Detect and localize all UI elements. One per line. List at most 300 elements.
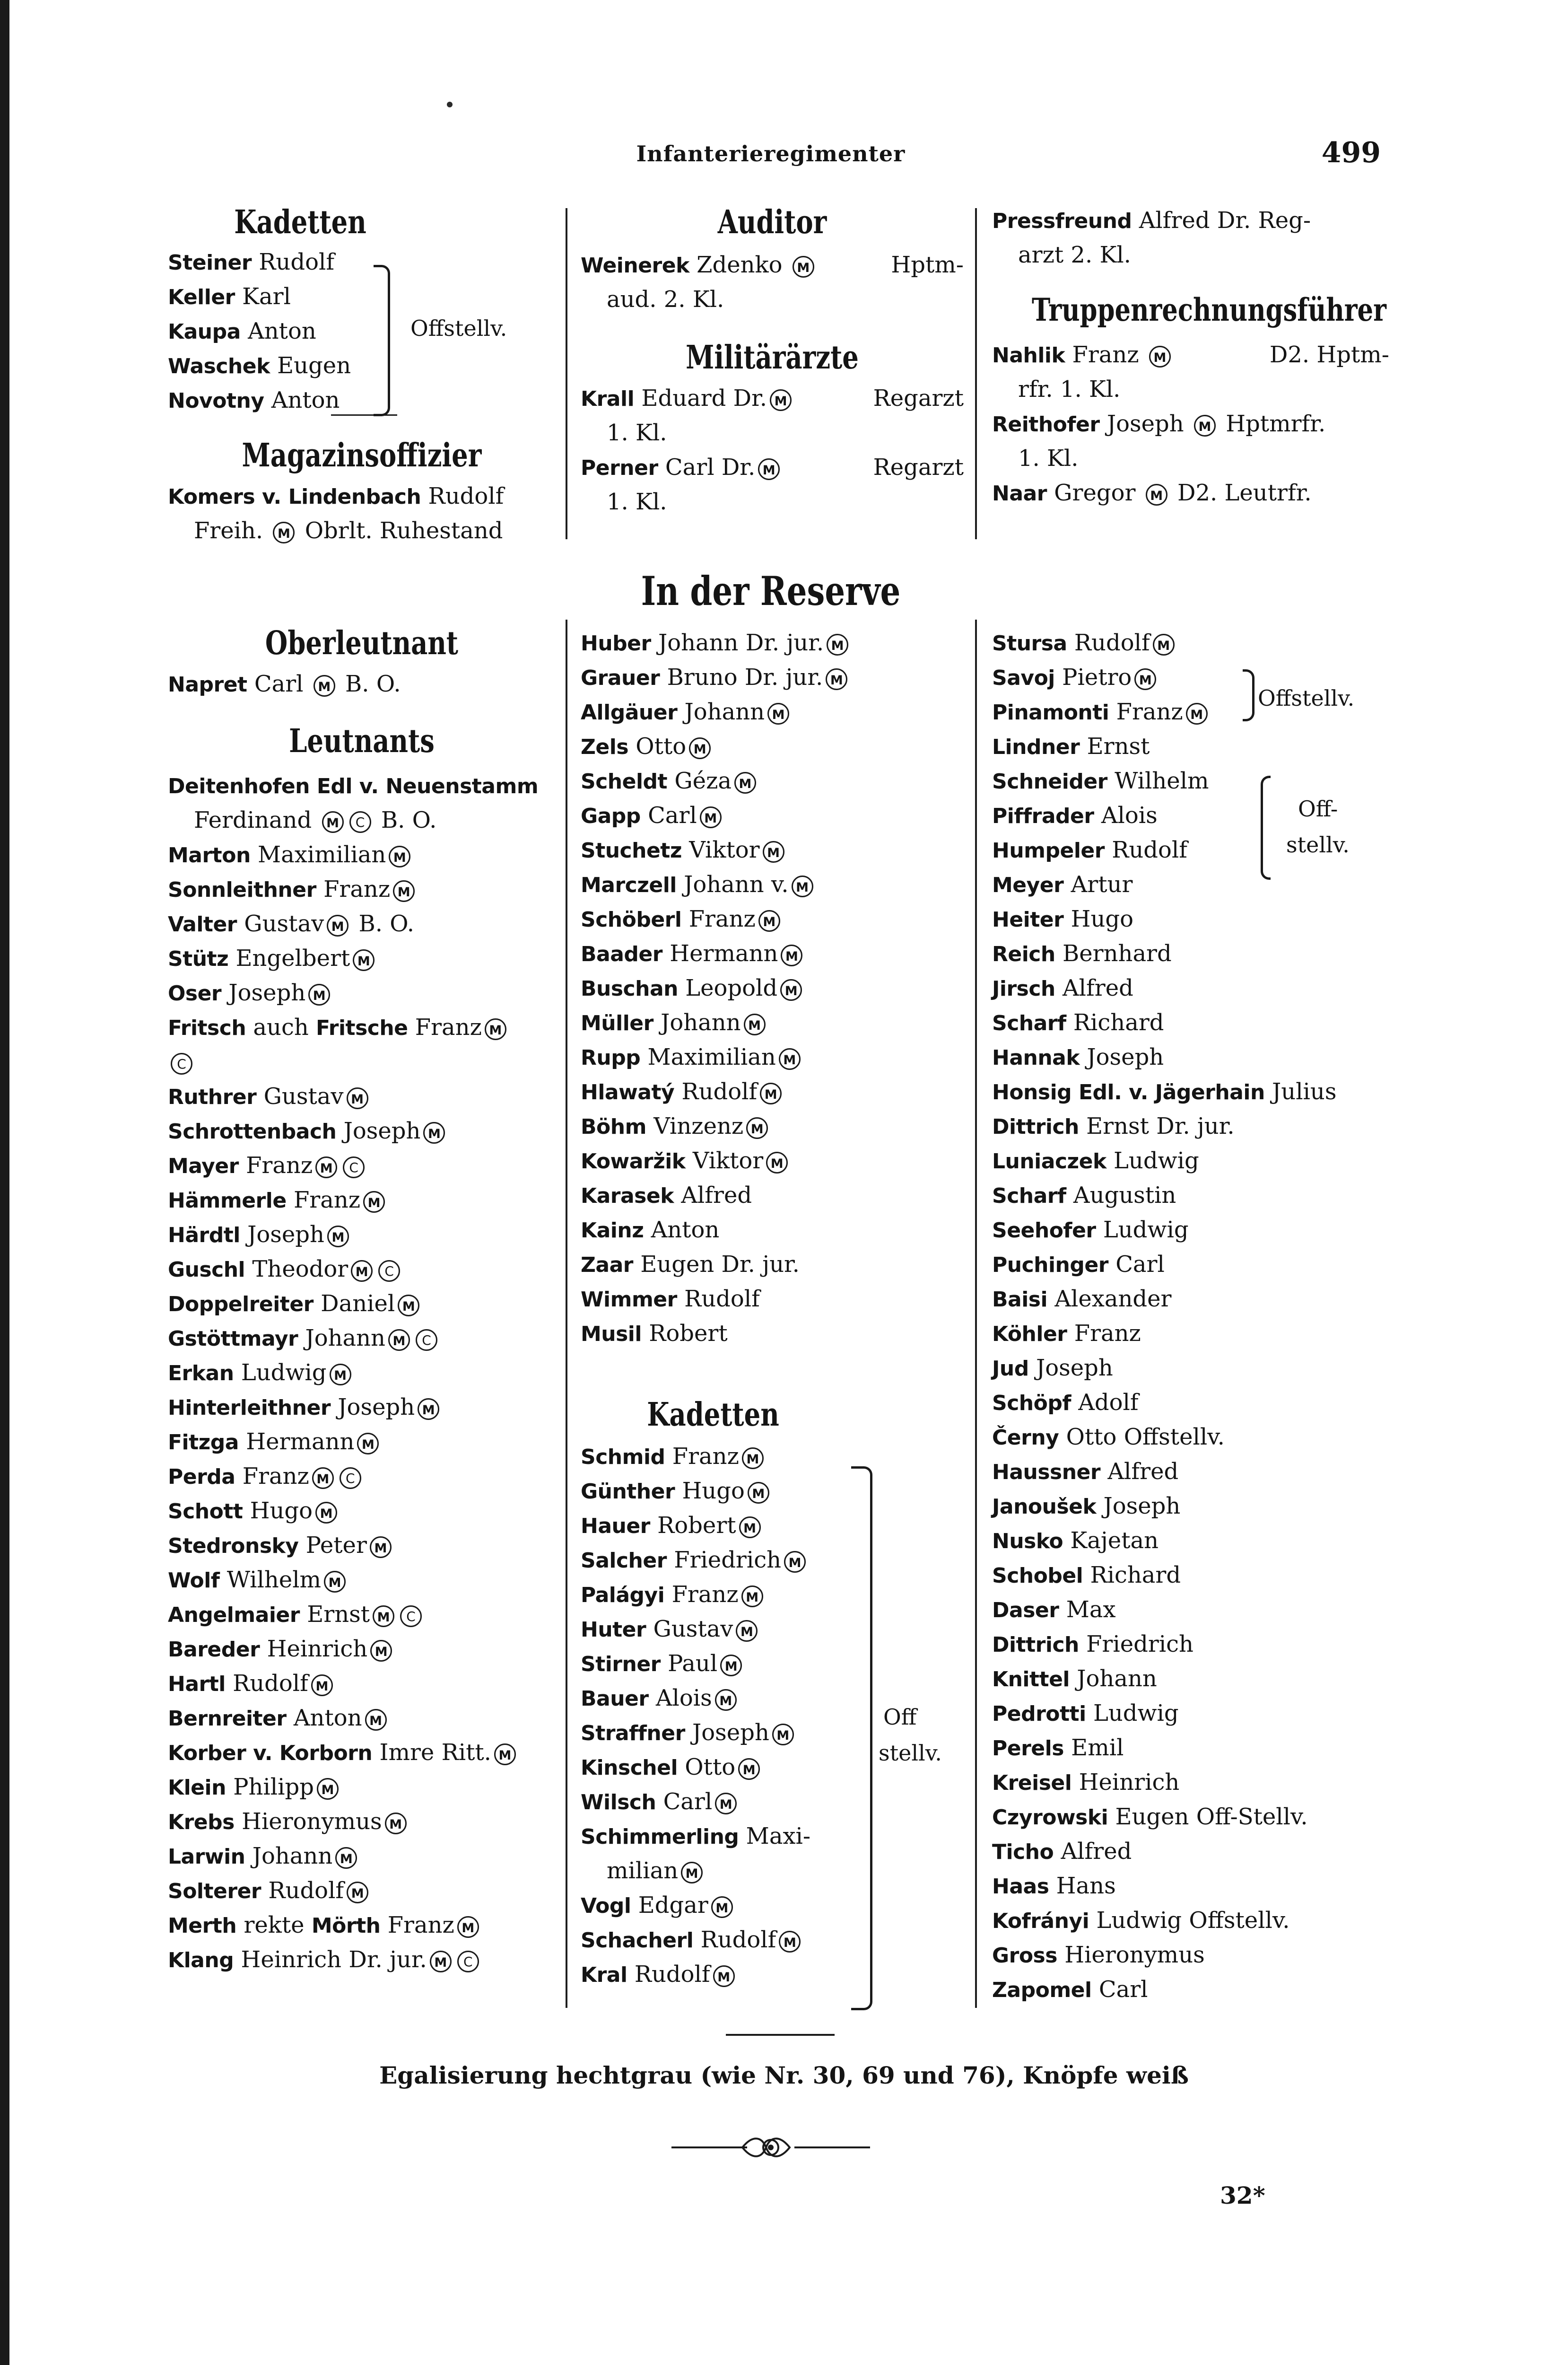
list-item: [992, 1006, 1389, 1040]
column-auditor: [581, 203, 964, 519]
c-symbol-icon: C: [171, 1053, 192, 1075]
column-rule-top-2: [975, 208, 977, 539]
list-item: [168, 280, 556, 314]
list-item: [168, 1735, 556, 1770]
c-symbol-icon: C: [343, 1156, 365, 1178]
list-item: [992, 1593, 1389, 1627]
section-heading-auditor: Auditor: [717, 203, 827, 241]
pressfreund-entry: [992, 203, 1389, 238]
entry-name: Novotny: [168, 389, 264, 413]
list-item: [581, 1439, 964, 1474]
entry-name: Schobel: [992, 1564, 1083, 1588]
entry-rest: Hermann: [246, 1428, 355, 1455]
column-truppenrechnungsfuehrer: [992, 203, 1389, 510]
entry-rest: Pietro: [1062, 664, 1132, 691]
entry-rest: Joseph: [343, 1118, 421, 1144]
entry-rest: Alfred: [681, 1182, 752, 1209]
entry-rest: Maximilian: [647, 1044, 776, 1070]
entry-name: Perner: [581, 456, 658, 480]
entry-rest: Ernst: [307, 1601, 370, 1628]
entry-rest: Julius: [1272, 1078, 1337, 1105]
list-item: [992, 1800, 1389, 1834]
m-symbol-icon: M: [312, 1467, 334, 1489]
entry-name: Musil: [581, 1322, 642, 1346]
c-symbol-icon: C: [457, 1951, 479, 1972]
m-symbol-icon: M: [1194, 415, 1216, 437]
m-symbol-icon: M: [1149, 346, 1171, 368]
entry-rest: Gustav: [244, 911, 324, 937]
entry-rest: Ludwig: [1093, 1700, 1179, 1726]
list-item: [581, 1213, 964, 1247]
list-item: [168, 1321, 556, 1356]
list-item: [168, 1356, 556, 1390]
m-symbol-icon: M: [393, 880, 415, 902]
entry-name: Ruthrer: [168, 1085, 257, 1109]
entry-rank: D2. Leutrfr.: [1177, 480, 1312, 506]
entry-rest: Maxi-: [746, 1823, 811, 1849]
entry-rest: Artur: [1071, 871, 1133, 898]
m-symbol-icon: M: [758, 458, 780, 480]
list-item: [168, 1804, 556, 1839]
schneider-humpeler-brace: [1261, 776, 1271, 880]
entry-rest: Gustav: [653, 1616, 733, 1642]
m-symbol-icon: M: [365, 1709, 387, 1731]
entry-rest: Eugen Off-Stellv.: [1115, 1804, 1308, 1830]
brace-label-line2: stellv.: [1286, 832, 1350, 858]
entry-rest: Paul: [668, 1650, 718, 1677]
list-item: [581, 1612, 964, 1647]
list-item: [168, 872, 556, 907]
entry-name: Haas: [992, 1874, 1049, 1899]
list-item: [992, 902, 1389, 937]
m-symbol-icon: M: [357, 1433, 379, 1454]
list-item: [581, 660, 964, 695]
entry-name: Piffrader: [992, 804, 1094, 828]
m-symbol-icon: M: [398, 1295, 419, 1316]
entry-name: Korber v. Korborn: [168, 1741, 373, 1765]
entry-name: Köhler: [992, 1322, 1067, 1346]
list-item: [992, 729, 1389, 764]
m-symbol-icon: M: [741, 1585, 763, 1607]
m-symbol-icon: M: [335, 1847, 357, 1869]
m-symbol-icon: M: [315, 1156, 337, 1178]
m-symbol-icon: M: [715, 1689, 737, 1711]
entry-name: Grauer: [581, 666, 660, 690]
m-symbol-icon: M: [1186, 703, 1208, 725]
entry-rest: Ludwig: [1114, 1147, 1199, 1174]
entry-rest: Robert: [649, 1320, 728, 1347]
entry-rest: Otto: [636, 733, 687, 760]
list-item: [581, 902, 964, 937]
deitenhofen-entry-line2: [168, 803, 556, 838]
entry-name: Kowaržik: [581, 1149, 686, 1174]
m-symbol-icon: M: [700, 806, 722, 828]
scan-edge: [0, 0, 9, 2365]
m-symbol-icon: M: [689, 737, 711, 759]
entry-name: Fritsch: [168, 1016, 246, 1040]
list-item: [992, 1489, 1389, 1524]
column-rule-reserve-2: [975, 620, 977, 2008]
entry-name: Baader: [581, 942, 662, 966]
list-item: [168, 1563, 556, 1597]
entry-name: Oser: [168, 981, 222, 1006]
kadetten-offstellv-brace: [851, 1466, 872, 2010]
entry-rank: Regarzt: [873, 454, 964, 481]
m-symbol-icon: M: [373, 1605, 394, 1627]
list-item: [581, 833, 964, 867]
brace-label-line1: Off: [883, 1704, 917, 1730]
entry-rank: Hptmrfr.: [1226, 411, 1326, 437]
list-item: [992, 1040, 1389, 1075]
list-item: [168, 1839, 556, 1874]
entry-rest: Viktor: [692, 1147, 764, 1174]
list-item: [168, 1666, 556, 1701]
entry-rest: 1. Kl.: [607, 489, 667, 515]
entry-rest: Anton: [248, 318, 316, 344]
list-item: [581, 1040, 964, 1075]
entry-name: Puchinger: [992, 1253, 1108, 1277]
entry-rest: Rudolf: [259, 249, 335, 275]
entry-name: Buschan: [581, 977, 678, 1001]
entry-name: Kofrányi: [992, 1909, 1089, 1933]
entry-name: Wimmer: [581, 1288, 677, 1312]
m-symbol-icon: M: [744, 1014, 766, 1035]
entry-name: Naar: [992, 482, 1047, 506]
entry-rest: Augustin: [1073, 1182, 1176, 1209]
entry-rest: Joseph: [247, 1221, 324, 1248]
list-item: [168, 245, 556, 280]
entry-rest: Franz: [323, 876, 391, 902]
entry-rest: Anton: [271, 387, 340, 413]
c-symbol-icon: C: [378, 1260, 400, 1282]
entry-rest: Rudolf: [268, 1877, 344, 1904]
c-symbol-icon: C: [400, 1605, 422, 1627]
entry-name: Sonnleithner: [168, 878, 316, 902]
list-item: [992, 1109, 1389, 1144]
entry-name: Hlawatý: [581, 1080, 675, 1104]
m-symbol-icon: M: [746, 1117, 768, 1139]
entry-name: Huter: [581, 1618, 646, 1642]
m-symbol-icon: M: [784, 1551, 806, 1573]
entry-name: Gross: [992, 1944, 1057, 1968]
entry-rest: Carl Dr.: [665, 454, 756, 481]
entry-rest: Zdenko: [697, 252, 783, 278]
m-symbol-icon: M: [760, 1083, 782, 1104]
m-symbol-icon: M: [389, 846, 410, 867]
entry-name: Luniaczek: [992, 1149, 1106, 1174]
entry-name: Kaupa: [168, 320, 241, 344]
m-symbol-icon: M: [748, 1482, 769, 1504]
signature-mark: 32*: [1220, 2181, 1265, 2209]
entry-rank: B. O.: [345, 671, 401, 697]
m-symbol-icon: M: [385, 1813, 407, 1834]
entry-name: Perels: [992, 1736, 1064, 1761]
entry-rest: Johann: [1077, 1665, 1157, 1692]
reithofer-entry-line2: 1. Kl.: [1018, 445, 1079, 472]
entry-rest: Géza: [674, 768, 732, 794]
entry-rest: Anton: [293, 1705, 362, 1731]
pressfreund-entry-line2: arzt 2. Kl.: [1018, 242, 1131, 268]
m-symbol-icon: M: [430, 1951, 452, 1972]
entry-rest: Franz: [1074, 1320, 1141, 1347]
list-item: [581, 937, 964, 971]
list-item: [992, 1731, 1389, 1765]
entry-rest: Leopold: [685, 975, 778, 1001]
entry-name: Savoj: [992, 666, 1055, 690]
entry-rest: Joseph: [338, 1394, 415, 1420]
entry-rest: Hans: [1056, 1873, 1116, 1899]
nahlik-entry: [992, 338, 1389, 372]
list-item: [168, 1079, 556, 1114]
entry-rest: Heinrich: [1079, 1769, 1180, 1796]
entry-name: Stütz: [168, 947, 229, 971]
entry-rest: Peter: [305, 1532, 367, 1559]
list-item: [168, 1494, 556, 1528]
entry-name: Daser: [992, 1598, 1059, 1622]
section-heading-leutnants: Leutnants: [289, 722, 435, 760]
section-heading-militaeraerzte: Militärärzte: [686, 339, 859, 377]
section-heading-truppenrechnungsfuehrer: Truppenrechnungsführer: [1032, 291, 1386, 328]
column-kadetten-top: [168, 203, 556, 548]
entry-name: Hämmerle: [168, 1189, 287, 1213]
savoj-pinamonti-brace: [1243, 669, 1254, 721]
list-item: [992, 1662, 1389, 1696]
entry-rest: Franz: [246, 1152, 313, 1179]
entry-name: Kral: [581, 1963, 627, 1987]
m-symbol-icon: M: [330, 1364, 351, 1385]
entry-rest: Ferdinand: [194, 807, 312, 833]
offstellv-brace: [374, 265, 390, 416]
entry-name: Schacherl: [581, 1928, 694, 1953]
list-item: [581, 971, 964, 1006]
entry-name: Scharf: [992, 1011, 1066, 1035]
entry-rank: B. O.: [381, 807, 437, 833]
entry-rest: Friedrich: [674, 1547, 782, 1573]
entry-name: Müller: [581, 1011, 653, 1035]
entry-rest: Richard: [1073, 1009, 1164, 1036]
list-item: [992, 1869, 1389, 1903]
m-symbol-icon: M: [457, 1916, 479, 1938]
entry-name: Fitzga: [168, 1430, 239, 1454]
entry-name: Reithofer: [992, 412, 1100, 437]
m-symbol-icon: M: [739, 1516, 761, 1538]
list-item: [992, 1834, 1389, 1869]
entry-rest: Ernst Dr. jur.: [1086, 1113, 1235, 1139]
entry-name: Hartl: [168, 1672, 226, 1696]
list-item: [581, 1854, 964, 1888]
section-heading-in-der-reserve: In der Reserve: [641, 568, 901, 614]
list-item: [168, 1701, 556, 1735]
entry-rank: Obrlt. Ruhestand: [305, 517, 503, 544]
entry-name: Humpeler: [992, 839, 1105, 863]
entry-name: Keller: [168, 285, 235, 309]
m-symbol-icon: M: [767, 703, 789, 725]
list-item: [168, 1114, 556, 1148]
entry-rest: Franz: [1116, 699, 1183, 725]
entry-name: Schöberl: [581, 908, 682, 932]
list-item: [168, 1218, 556, 1252]
entry-name: Baisi: [992, 1288, 1048, 1312]
entry-rest: Richard: [1090, 1562, 1181, 1588]
list-item: [168, 1425, 556, 1459]
entry-rest: Edgar: [638, 1892, 708, 1918]
m-symbol-icon: M: [311, 1674, 333, 1696]
entry-name: Kainz: [581, 1218, 644, 1243]
list-item: [581, 1647, 964, 1681]
column-rule-reserve-1: [566, 620, 567, 2008]
entry-rest: Freih.: [194, 517, 263, 544]
entry-name: Erkan: [168, 1361, 234, 1385]
list-item: [581, 1577, 964, 1612]
m-symbol-icon: M: [779, 1931, 801, 1953]
entry-name: Karasek: [581, 1184, 674, 1208]
m-symbol-icon: M: [308, 984, 330, 1006]
entry-rest: Bruno Dr. jur.: [667, 664, 823, 691]
m-symbol-icon: M: [327, 915, 348, 937]
list-item-line2: [581, 416, 964, 450]
list-item: [581, 1923, 964, 1957]
list-item: [581, 1543, 964, 1577]
list-item: [168, 941, 556, 976]
entry-rest: Maximilian: [258, 841, 386, 868]
m-symbol-icon: M: [347, 1087, 368, 1109]
entry-name: Bauer: [581, 1687, 649, 1711]
entry-rest: Carl: [1115, 1251, 1165, 1278]
list-item: [581, 1888, 964, 1923]
list-item: [581, 1075, 964, 1109]
entry-name: Zels: [581, 735, 629, 759]
entry-rest: Vinzenz: [653, 1113, 744, 1139]
list-item: [992, 626, 1389, 660]
entry-rest: Alois: [1101, 802, 1158, 829]
list-item-line2: [581, 485, 964, 519]
m-symbol-icon: M: [1134, 668, 1156, 690]
entry-rank: D2. Hptm-: [1269, 342, 1389, 368]
list-item: [992, 1075, 1389, 1109]
entry-name: Härdtl: [168, 1223, 240, 1247]
entry-rest: Hermann: [670, 940, 778, 967]
entry-rest: Hugo: [1071, 906, 1133, 932]
entry-name: Klang: [168, 1948, 234, 1972]
entry-name: Dittrich: [992, 1115, 1079, 1139]
m-symbol-icon: M: [772, 1724, 794, 1745]
list-item: [992, 1938, 1389, 1972]
entry-rank: B. O.: [358, 911, 415, 937]
m-symbol-icon: M: [353, 949, 375, 971]
entry-rest: Imre Ritt.: [379, 1739, 491, 1766]
entry-name: Hannak: [992, 1046, 1080, 1070]
m-symbol-icon: M: [1146, 484, 1167, 506]
list-item: [168, 1874, 556, 1908]
entry-rest: Alfred: [1107, 1458, 1179, 1485]
entry-rest: Max: [1066, 1596, 1116, 1623]
m-symbol-icon: M: [781, 945, 802, 966]
m-symbol-icon: M: [792, 876, 813, 897]
list-item: [168, 383, 556, 418]
entry-rest: Wilhelm: [226, 1567, 322, 1593]
entry-rest: Heinrich Dr. jur.: [241, 1946, 427, 1973]
entry-rest: Eugen Dr. jur.: [640, 1251, 800, 1278]
list-item: [581, 626, 964, 660]
m-symbol-icon: M: [347, 1882, 368, 1903]
list-item: [168, 1390, 556, 1425]
m-symbol-icon: M: [763, 841, 784, 863]
m-symbol-icon: M: [315, 1502, 337, 1524]
entry-rest: Franz: [242, 1463, 309, 1489]
m-symbol-icon: M: [742, 1447, 764, 1469]
entry-name: Bernreiter: [168, 1707, 287, 1731]
entry-rest: Eugen: [277, 352, 351, 379]
list-item: [992, 1247, 1389, 1282]
entry-rest: Franz: [387, 1912, 454, 1938]
list-item: [168, 1770, 556, 1804]
entry-name: Weinerek: [581, 254, 689, 278]
entry-name: Mörth: [311, 1914, 381, 1938]
m-symbol-icon: M: [780, 979, 802, 1001]
entry-rest: Anton: [651, 1217, 720, 1243]
list-item: [168, 1632, 556, 1666]
entry-name: Schimmerling: [581, 1825, 739, 1849]
column-reserve-middle: [581, 626, 964, 1992]
reithofer-entry: [992, 407, 1389, 441]
entry-name: Fritsche: [316, 1016, 408, 1040]
m-symbol-icon: M: [1153, 634, 1175, 656]
entry-rest: Johann: [661, 1009, 741, 1036]
list-item: [168, 1597, 556, 1632]
list-item: [581, 1247, 964, 1282]
entry-rest: Johann Dr. jur.: [658, 630, 824, 656]
entry-rest: Carl: [1098, 1976, 1148, 2003]
entry-rest: Alfred Dr. Reg-: [1139, 207, 1311, 234]
entry-rest: Heinrich: [267, 1636, 368, 1662]
entry-rest: Rudolf: [233, 1670, 308, 1697]
magazin-entry-line2: [168, 514, 556, 548]
m-symbol-icon: M: [827, 634, 848, 656]
entry-rest: Theodor: [252, 1256, 348, 1282]
list-item: [581, 867, 964, 902]
list-item: [581, 1819, 964, 1854]
c-symbol-icon: C: [340, 1467, 361, 1489]
entry-rest: Adolf: [1078, 1389, 1139, 1416]
entry-rank: Hptm-: [891, 252, 964, 278]
entry-rest: rekte: [244, 1912, 305, 1938]
entry-rest: Hugo: [682, 1478, 745, 1504]
entry-name: Marton: [168, 843, 251, 867]
list-item: [581, 1178, 964, 1213]
entry-name: Schneider: [992, 770, 1107, 794]
entry-name: Schott: [168, 1499, 243, 1524]
entry-rest: Engelbert: [235, 945, 350, 972]
m-symbol-icon: M: [770, 389, 792, 411]
entry-name: Palágyi: [581, 1583, 665, 1607]
list-item: [992, 1213, 1389, 1247]
entry-rest: Johann: [252, 1843, 333, 1869]
entry-rest: Joseph: [1036, 1355, 1113, 1381]
m-symbol-icon: M: [273, 522, 295, 543]
entry-name: Jud: [992, 1357, 1029, 1381]
entry-rest: Franz: [1072, 342, 1139, 368]
entry-name: Dittrich: [992, 1633, 1079, 1657]
list-item: [992, 937, 1389, 971]
list-item: [581, 1144, 964, 1178]
m-symbol-icon: M: [370, 1536, 392, 1558]
entry-name: Straffner: [581, 1721, 685, 1745]
entry-name: Gstöttmayr: [168, 1327, 298, 1351]
m-symbol-icon: M: [370, 1640, 392, 1662]
entry-name: Pressfreund: [992, 209, 1132, 233]
m-symbol-icon: M: [793, 256, 814, 278]
section-heading-oberleutnant: Oberleutnant: [265, 624, 459, 662]
